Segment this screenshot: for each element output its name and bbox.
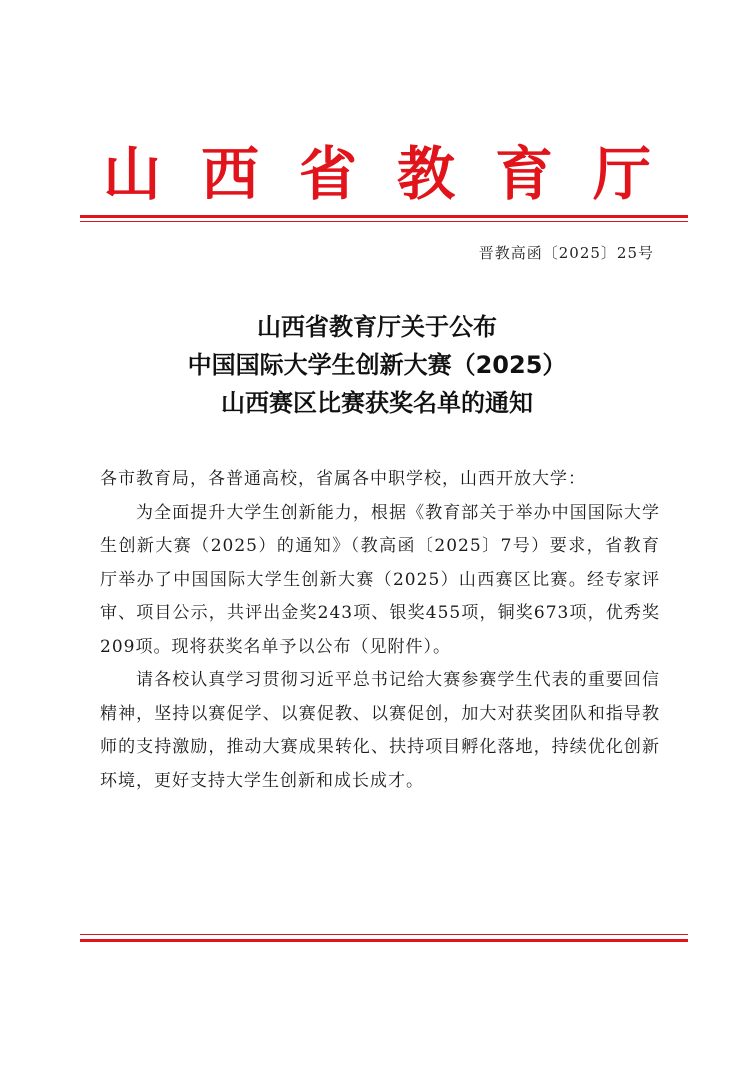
footer-rule-thin	[80, 934, 688, 935]
salutation: 各市教育局，各普通高校，省属各中职学校，山西开放大学：	[100, 469, 586, 489]
body-paragraph-2: 请各校认真学习贯彻习近平总书记给大赛参赛学生代表的重要回信精神，坚持以赛促学、以赛促教、以赛促创，加大对获奖团队和指导教师的支持激励，推动大赛成果转化、扶持项目孵化落地，持续优化创新环境，更好支持大学生创新和成长成才。	[100, 670, 660, 791]
issuing-agency-header: 山西省教育厅	[102, 140, 691, 208]
footer-rule-thick	[80, 939, 688, 942]
body-paragraph-1: 为全面提升大学生创新能力，根据《教育部关于举办中国国际大学生创新大赛（2025）的通知》（教高函〔2025〕7号）要求，省教育厅举办了中国国际大学生创新大赛（2025）山西赛区比赛。经专家评审、项目公示，共评出金奖243项、银奖455项，铜奖673项，优秀奖209项。现将获奖名单予以公布（见附件）。	[100, 502, 660, 657]
title-line-3: 山西赛区比赛获奖名单的通知	[221, 389, 533, 417]
document-title	[0, 308, 754, 422]
title-line-1: 山西省教育厅关于公布	[257, 313, 497, 341]
header-rule-thin	[80, 221, 688, 222]
document-body	[100, 463, 660, 798]
header-rule-thick	[80, 215, 688, 218]
document-number: 晋教高函〔2025〕25号	[478, 244, 654, 262]
title-line-2: 中国国际大学生创新大赛（2025）	[187, 351, 567, 379]
